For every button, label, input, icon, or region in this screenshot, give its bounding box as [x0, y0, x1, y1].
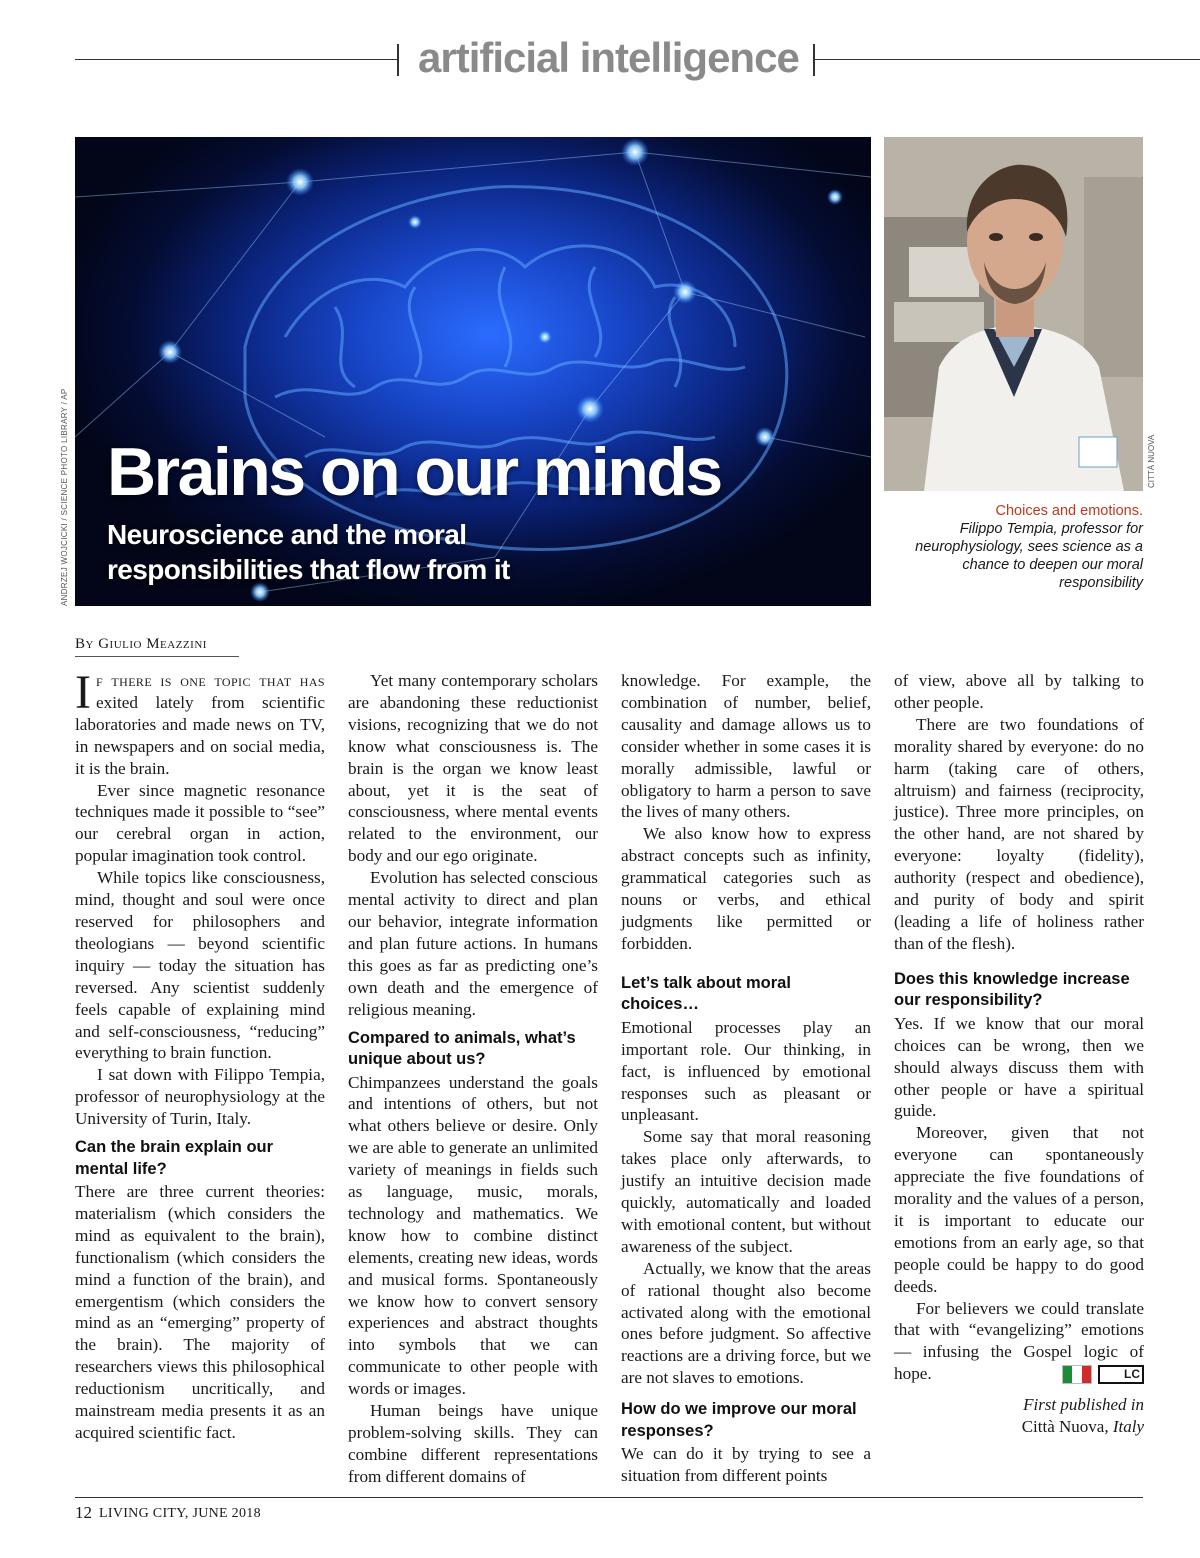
end-mark	[1062, 1365, 1144, 1384]
caption-body: Filippo Tempia, professor for neurophysiology, sees science as a chance to deepen our moral responsibility	[915, 521, 1143, 591]
paragraph: Evolution has selected conscious mental activity to direct and plan our behavior, integrate information and plan future actions. In humans this goes as far as predicting one’s own death and the emergence of religious meaning.	[348, 868, 598, 1019]
paragraph-text: exited lately from scientific laboratories and made news on TV, in newspapers and on social media, it is the brain.	[75, 692, 325, 778]
paragraph: Some say that moral reasoning takes place only afterwards, to justify an intuitive decision made quickly, automatically and loaded with emotional content, but without awareness of the subject.	[621, 1127, 871, 1256]
paragraph: Yet many contemporary scholars are abandoning these reductionist visions, recognizing that we do not know what consciousness is. The brain is the organ we know least about, yet it is the seat of consciousness, where mental events related to the environment, our body and our ego originate.	[348, 671, 598, 866]
article-subhead: Neuroscience and the moral responsibilities that flow from it	[107, 519, 510, 585]
article-column-3	[621, 670, 871, 1487]
paragraph: knowledge. For example, the combination of number, belief, causality and damage allows us to consider whether in some cases it is morally admissible, lawful or obligatory to harm a person to save the lives of many others.	[621, 671, 871, 822]
portrait-caption	[884, 502, 1143, 592]
paragraph: Moreover, given that not everyone can spontaneously appreciate the five foundations of morality and the values of a person, it is important to educate our emotions from an early age, so that people could be happy to do good deeds.	[894, 1123, 1144, 1296]
paragraph-text: For believers we could translate that with “evangelizing” emotions — infusing the Gospel logic of hope.	[894, 1298, 1144, 1384]
question-heading: Let’s talk about moral choices…	[621, 973, 791, 1014]
paragraph: We also know how to express abstract concepts such as infinity, grammatical categories such as nouns or verbs, and ethical judgments like permitted or forbidden.	[621, 824, 871, 953]
page-number: 12	[75, 1503, 92, 1522]
article-column-1	[75, 666, 325, 1444]
drop-cap: I	[75, 666, 91, 719]
question-heading: Does this knowledge increase our responsibility?	[894, 969, 1130, 1010]
caption-title: Choices and emotions.	[995, 503, 1143, 519]
paragraph: Yes. If we know that our moral choices can be wrong, then we should always discuss them with other people or have a spiritual guide.	[894, 1013, 1144, 1121]
header-tick-right	[813, 44, 815, 76]
portrait-illustration	[884, 137, 1143, 491]
hero-photo-credit: ANDRZEJ WOJCICKI / SCIENCE PHOTO LIBRARY / AP	[60, 388, 69, 606]
source-separator: ,	[1104, 1417, 1113, 1436]
lead-in: f there is one topic that has	[95, 671, 325, 690]
paragraph: of view, above all by talking to other people.	[894, 671, 1144, 712]
paragraph: I sat down with Filippo Tempia, professor of neurophysiology at the University of Turin, Italy.	[75, 1065, 325, 1129]
living-city-logo: LC	[1098, 1365, 1144, 1384]
paragraph: We can do it by trying to see a situation from different points	[621, 1444, 871, 1486]
paragraph: Emotional processes play an important role. Our thinking, in fact, is influenced by emotional responses such as pleasant or unpleasant.	[621, 1017, 871, 1125]
first-published-label: First published in	[1023, 1395, 1144, 1414]
article-headline: Brains on our minds	[107, 434, 721, 510]
header-tick-left	[397, 44, 399, 76]
byline-rule	[75, 656, 239, 657]
paragraph: While topics like consciousness, mind, thought and soul were once reserved for philosophers and theologians — beyond scientific inquiry — today the situation has reversed. Any scientist suddenly feels capable of explaining mind and self-consciousness, “reducing” everything to brain function.	[75, 868, 325, 1063]
footer-rule	[75, 1497, 1143, 1498]
question-heading: Can the brain explain our mental life?	[75, 1138, 274, 1178]
portrait-photo-credit: CITTÀ NUOVA	[1147, 434, 1156, 488]
paragraph: Actually, we know that the areas of rational thought also become activated along with the emotional ones before judgment. So affective reactions are a driving force, but we are not slaves to emotions.	[621, 1258, 871, 1388]
paragraph: Chimpanzees understand the goals and intentions of others, but not what others believe or desire. Only we are able to generate an unlimited variety of meanings in fields such as language, music, morals, technology and mathematics. We know how to combine distinct elements, creating new ideas, words and musical forms. Spontaneously we know how to convert sensory experiences and abstract thoughts into symbols that we can communicate to other people with words or images.	[348, 1072, 598, 1399]
byline: By Giulio Meazzini	[75, 636, 207, 652]
header-rule-right	[815, 59, 1200, 60]
paragraph	[75, 666, 325, 780]
flag-stripe-green	[1063, 1366, 1072, 1383]
section-title: artificial intelligence	[418, 34, 799, 81]
header-rule-left	[75, 59, 397, 60]
article-column-2	[348, 670, 598, 1488]
flag-stripe-white	[1072, 1366, 1081, 1383]
question-heading: Compared to animals, what’s unique about us?	[348, 1028, 576, 1068]
portrait-photo	[884, 137, 1143, 491]
flag-stripe-red	[1082, 1366, 1091, 1383]
source-country: Italy	[1112, 1417, 1144, 1436]
source-name: Città Nuova	[1021, 1417, 1105, 1436]
paragraph	[894, 1298, 1144, 1386]
question-heading: How do we improve our moral responses?	[621, 1400, 857, 1440]
paragraph: There are two foundations of morality shared by everyone: do no harm (taking care of others, altruism) and fairness (reciprocity, justice). Three more principles, on the other hand, are not shared by everyone: loyalty (fidelity), authority (respect and obedience), and purity of body and spirit (leading a life of holiness rather than of the flesh).	[894, 714, 1144, 953]
paragraph: Human beings have unique problem-solving skills. They can combine different representations from different domains of	[348, 1401, 598, 1486]
article-column-4	[894, 670, 1144, 1385]
first-published-note	[894, 1394, 1144, 1438]
paragraph: Ever since magnetic resonance techniques made it possible to “see” our cerebral organ in action, popular imagination took control.	[75, 780, 325, 866]
italy-flag-icon	[1062, 1365, 1092, 1384]
magazine-issue: LIVING CITY, JUNE 2018	[99, 1506, 261, 1521]
paragraph: There are three current theories: materialism (which considers the mind as equivalent to the brain), functionalism (which considers the mind a function of the brain), and emergentism (which considers the mind as an “emerging” property of the brain). The majority of researchers views this philosophical reductionism uncritically, and mainstream media presents it as an acquired scientific fact.	[75, 1182, 325, 1442]
